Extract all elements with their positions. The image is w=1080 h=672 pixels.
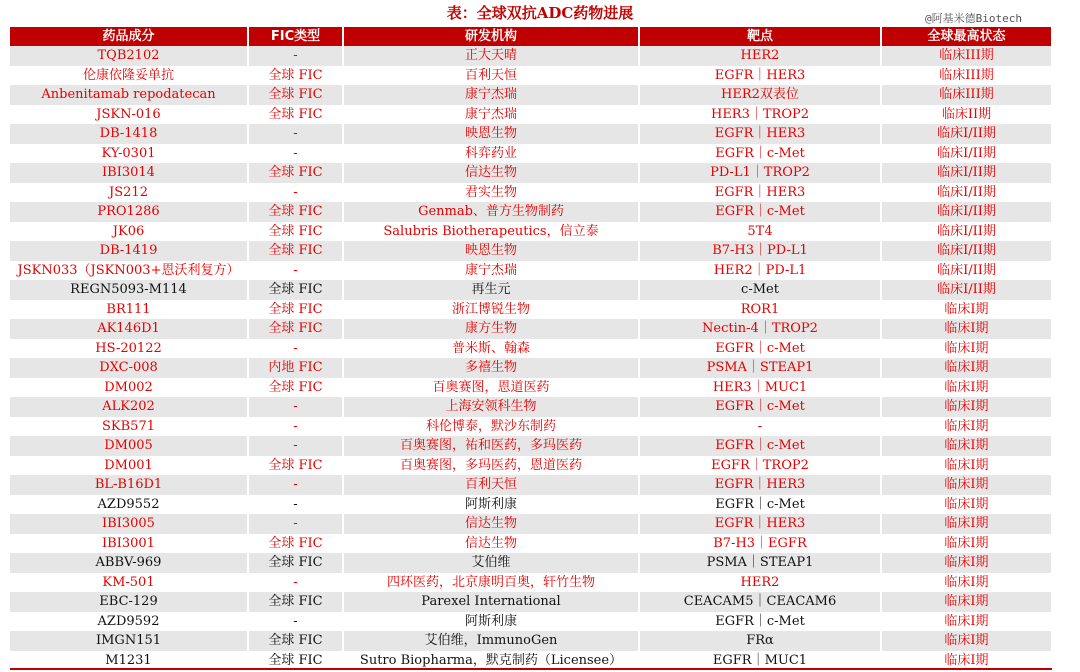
table-row	[10, 417, 1052, 437]
table-row	[10, 514, 1052, 534]
drug-cell: JK06	[10, 222, 248, 242]
target-cell: B7-H3｜PD-L1	[639, 241, 881, 261]
target-cell: Nectin-4｜TROP2	[639, 319, 881, 339]
org-cell: 阿斯利康	[343, 612, 639, 632]
drug-cell: 伦康依隆妥单抗	[10, 66, 248, 86]
org-cell: 艾伯维，ImmunoGen	[343, 631, 639, 651]
header-target: 靶点	[639, 27, 881, 46]
drug-cell: M1231	[10, 651, 248, 671]
drug-cell: DXC-008	[10, 358, 248, 378]
fic-cell: 全球 FIC	[248, 319, 343, 339]
fic-cell: -	[248, 417, 343, 437]
org-cell: 科伦博泰，默沙东制药	[343, 417, 639, 437]
bottom-rule	[10, 668, 1052, 670]
status-cell: 临床I期	[881, 514, 1052, 534]
fic-cell: -	[248, 124, 343, 144]
status-cell: 临床I/II期	[881, 222, 1052, 242]
target-cell: EGFR｜c-Met	[639, 612, 881, 632]
status-cell: 临床I/II期	[881, 261, 1052, 281]
org-cell: 百奥赛图，祐和医药，多玛医药	[343, 436, 639, 456]
status-cell: 临床I期	[881, 417, 1052, 437]
drug-cell: DB-1418	[10, 124, 248, 144]
target-cell: HER3｜MUC1	[639, 378, 881, 398]
status-cell: 临床I期	[881, 534, 1052, 554]
org-cell: 多禧生物	[343, 358, 639, 378]
org-cell: 映恩生物	[343, 124, 639, 144]
drug-cell: ABBV-969	[10, 553, 248, 573]
status-cell: 临床I期	[881, 592, 1052, 612]
status-cell: 临床I期	[881, 319, 1052, 339]
fic-cell: 全球 FIC	[248, 241, 343, 261]
status-cell: 临床III期	[881, 85, 1052, 105]
target-cell: HER2	[639, 573, 881, 593]
target-cell: EGFR｜TROP2	[639, 456, 881, 476]
drug-cell: EBC-129	[10, 592, 248, 612]
table-row	[10, 241, 1052, 261]
fic-cell: -	[248, 46, 343, 66]
target-cell: HER2双表位	[639, 85, 881, 105]
table-row	[10, 144, 1052, 164]
status-cell: 临床I期	[881, 456, 1052, 476]
org-cell: 再生元	[343, 280, 639, 300]
drug-cell: BL-B16D1	[10, 475, 248, 495]
fic-cell: 全球 FIC	[248, 280, 343, 300]
status-cell: 临床I期	[881, 651, 1052, 671]
org-cell: 映恩生物	[343, 241, 639, 261]
status-cell: 临床I期	[881, 475, 1052, 495]
status-cell: 临床I/II期	[881, 280, 1052, 300]
table-row	[10, 612, 1052, 632]
target-cell: HER2	[639, 46, 881, 66]
drug-cell: PRO1286	[10, 202, 248, 222]
drug-cell: AK146D1	[10, 319, 248, 339]
drug-cell: HS-20122	[10, 339, 248, 359]
target-cell: c-Met	[639, 280, 881, 300]
status-cell: 临床I期	[881, 612, 1052, 632]
target-cell: PSMA｜STEAP1	[639, 358, 881, 378]
org-cell: 信达生物	[343, 534, 639, 554]
fic-cell: 全球 FIC	[248, 631, 343, 651]
header-status: 全球最高状态	[881, 27, 1052, 46]
drug-cell: JSKN033（JSKN003+恩沃利复方）	[10, 261, 248, 281]
table-row	[10, 475, 1052, 495]
fic-cell: -	[248, 183, 343, 203]
drug-cell: BR111	[10, 300, 248, 320]
target-cell: B7-H3｜EGFR	[639, 534, 881, 554]
target-cell: CEACAM5｜CEACAM6	[639, 592, 881, 612]
table-row	[10, 358, 1052, 378]
table-title: 表：全球双抗ADC药物进展	[446, 4, 634, 22]
org-cell: 康宁杰瑞	[343, 261, 639, 281]
drug-cell: JSKN-016	[10, 105, 248, 125]
header-row	[10, 27, 1052, 46]
fic-cell: 全球 FIC	[248, 651, 343, 671]
org-cell: 君实生物	[343, 183, 639, 203]
drug-cell: Anbenitamab repodatecan	[10, 85, 248, 105]
org-cell: Salubris Biotherapeutics，信立泰	[343, 222, 639, 242]
fic-cell: 全球 FIC	[248, 105, 343, 125]
table-row	[10, 280, 1052, 300]
drug-cell: IBI3005	[10, 514, 248, 534]
fic-cell: 全球 FIC	[248, 66, 343, 86]
drug-cell: DM005	[10, 436, 248, 456]
drug-cell: AZD9592	[10, 612, 248, 632]
target-cell: 5T4	[639, 222, 881, 242]
status-cell: 临床I期	[881, 339, 1052, 359]
target-cell: EGFR｜HER3	[639, 66, 881, 86]
status-cell: 临床I/II期	[881, 202, 1052, 222]
org-cell: 百利天恒	[343, 66, 639, 86]
fic-cell: 全球 FIC	[248, 592, 343, 612]
target-cell: EGFR｜c-Met	[639, 339, 881, 359]
table-row	[10, 631, 1052, 651]
org-cell: 康方生物	[343, 319, 639, 339]
table-row	[10, 397, 1052, 417]
fic-cell: 全球 FIC	[248, 300, 343, 320]
table-row	[10, 163, 1052, 183]
table-row	[10, 66, 1052, 86]
fic-cell: 全球 FIC	[248, 534, 343, 554]
status-cell: 临床I/II期	[881, 183, 1052, 203]
table-row	[10, 85, 1052, 105]
table-row	[10, 319, 1052, 339]
target-cell: EGFR｜c-Met	[639, 436, 881, 456]
target-cell: HER2｜PD-L1	[639, 261, 881, 281]
org-cell: 百利天恒	[343, 475, 639, 495]
fic-cell: -	[248, 612, 343, 632]
drug-cell: DM001	[10, 456, 248, 476]
drug-cell: IBI3001	[10, 534, 248, 554]
drug-cell: SKB571	[10, 417, 248, 437]
status-cell: 临床I/II期	[881, 241, 1052, 261]
fic-cell: -	[248, 339, 343, 359]
drug-cell: ALK202	[10, 397, 248, 417]
fic-cell: -	[248, 436, 343, 456]
table-row	[10, 261, 1052, 281]
status-cell: 临床I期	[881, 631, 1052, 651]
table-row	[10, 378, 1052, 398]
org-cell: 信达生物	[343, 514, 639, 534]
fic-cell: 全球 FIC	[248, 378, 343, 398]
table-row	[10, 495, 1052, 515]
adc-progress-table	[10, 27, 1053, 670]
table-row	[10, 436, 1052, 456]
fic-cell: -	[248, 495, 343, 515]
drug-cell: IMGN151	[10, 631, 248, 651]
watermark: @阿基米德Biotech	[925, 12, 1022, 25]
fic-cell: 全球 FIC	[248, 202, 343, 222]
org-cell: 科弈药业	[343, 144, 639, 164]
fic-cell: 全球 FIC	[248, 222, 343, 242]
status-cell: 临床I/II期	[881, 163, 1052, 183]
drug-cell: TQB2102	[10, 46, 248, 66]
table-row	[10, 183, 1052, 203]
status-cell: 临床III期	[881, 46, 1052, 66]
table-row	[10, 124, 1052, 144]
status-cell: 临床I期	[881, 495, 1052, 515]
drug-cell: DB-1419	[10, 241, 248, 261]
target-cell: EGFR｜HER3	[639, 475, 881, 495]
fic-cell: 全球 FIC	[248, 85, 343, 105]
fic-cell: 内地 FIC	[248, 358, 343, 378]
status-cell: 临床I/II期	[881, 124, 1052, 144]
table-row	[10, 456, 1052, 476]
org-cell: 信达生物	[343, 163, 639, 183]
header-fic: FIC类型	[248, 27, 343, 46]
org-cell: Genmab、普方生物制药	[343, 202, 639, 222]
target-cell: EGFR｜HER3	[639, 183, 881, 203]
target-cell: EGFR｜MUC1	[639, 651, 881, 671]
org-cell: 百奥赛图，恩道医药	[343, 378, 639, 398]
drug-cell: JS212	[10, 183, 248, 203]
target-cell: EGFR｜c-Met	[639, 144, 881, 164]
status-cell: 临床I/II期	[881, 144, 1052, 164]
table-row	[10, 300, 1052, 320]
status-cell: 临床I期	[881, 358, 1052, 378]
org-cell: 阿斯利康	[343, 495, 639, 515]
target-cell: -	[639, 417, 881, 437]
table-row	[10, 592, 1052, 612]
fic-cell: -	[248, 397, 343, 417]
status-cell: 临床I期	[881, 436, 1052, 456]
fic-cell: -	[248, 573, 343, 593]
target-cell: EGFR｜c-Met	[639, 202, 881, 222]
header-org: 研发机构	[343, 27, 639, 46]
drug-cell: KY-0301	[10, 144, 248, 164]
org-cell: Sutro Biopharma，默克制药（Licensee）	[343, 651, 639, 671]
fic-cell: -	[248, 475, 343, 495]
org-cell: 浙江博锐生物	[343, 300, 639, 320]
org-cell: 四环医药，北京康明百奥，轩竹生物	[343, 573, 639, 593]
status-cell: 临床I期	[881, 378, 1052, 398]
drug-cell: KM-501	[10, 573, 248, 593]
drug-cell: AZD9552	[10, 495, 248, 515]
table-row	[10, 339, 1052, 359]
org-cell: Parexel International	[343, 592, 639, 612]
status-cell: 临床III期	[881, 66, 1052, 86]
table-row	[10, 573, 1052, 593]
drug-cell: DM002	[10, 378, 248, 398]
target-cell: EGFR｜c-Met	[639, 397, 881, 417]
table-row	[10, 222, 1052, 242]
fic-cell: -	[248, 261, 343, 281]
org-cell: 康宁杰瑞	[343, 105, 639, 125]
fic-cell: 全球 FIC	[248, 456, 343, 476]
org-cell: 普米斯、翰森	[343, 339, 639, 359]
drug-cell: REGN5093-M114	[10, 280, 248, 300]
target-cell: PSMA｜STEAP1	[639, 553, 881, 573]
target-cell: EGFR｜HER3	[639, 124, 881, 144]
status-cell: 临床II期	[881, 105, 1052, 125]
status-cell: 临床I期	[881, 553, 1052, 573]
drug-cell: IBI3014	[10, 163, 248, 183]
org-cell: 艾伯维	[343, 553, 639, 573]
fic-cell: 全球 FIC	[248, 163, 343, 183]
target-cell: HER3｜TROP2	[639, 105, 881, 125]
status-cell: 临床I期	[881, 300, 1052, 320]
target-cell: EGFR｜HER3	[639, 514, 881, 534]
table-row	[10, 46, 1052, 66]
target-cell: EGFR｜c-Met	[639, 495, 881, 515]
org-cell: 上海安领科生物	[343, 397, 639, 417]
org-cell: 正大天晴	[343, 46, 639, 66]
target-cell: FRα	[639, 631, 881, 651]
table-row	[10, 553, 1052, 573]
fic-cell: -	[248, 144, 343, 164]
header-drug: 药品成分	[10, 27, 248, 46]
table-row	[10, 202, 1052, 222]
target-cell: PD-L1｜TROP2	[639, 163, 881, 183]
status-cell: 临床I期	[881, 397, 1052, 417]
fic-cell: 全球 FIC	[248, 553, 343, 573]
org-cell: 康宁杰瑞	[343, 85, 639, 105]
target-cell: ROR1	[639, 300, 881, 320]
fic-cell: -	[248, 514, 343, 534]
table-row	[10, 105, 1052, 125]
org-cell: 百奥赛图，多玛医药，恩道医药	[343, 456, 639, 476]
status-cell: 临床I期	[881, 573, 1052, 593]
table-row	[10, 534, 1052, 554]
